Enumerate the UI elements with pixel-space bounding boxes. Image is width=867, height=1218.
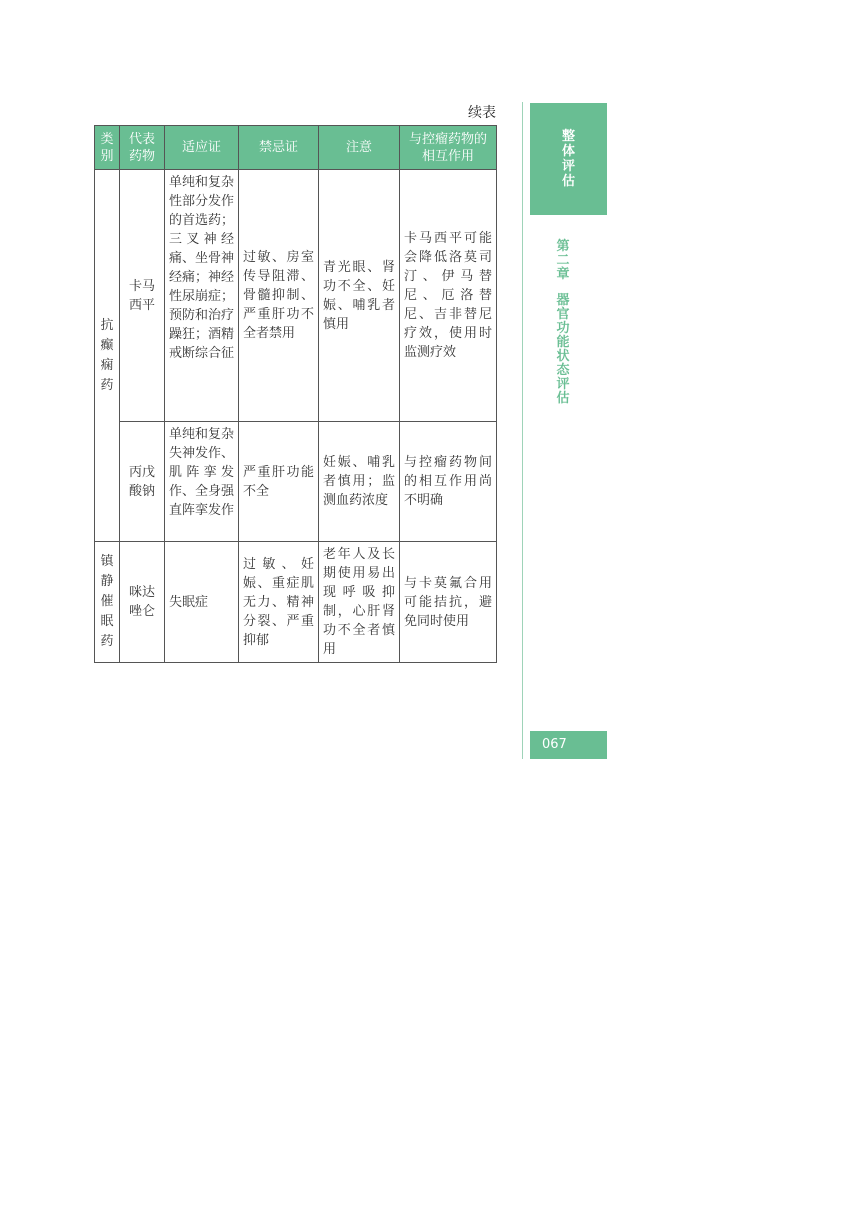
drug-cell: 咪达唑仑 — [120, 542, 165, 663]
table-row — [95, 422, 497, 542]
header-drug: 代表药物 — [120, 126, 165, 170]
caution-cell: 妊娠、哺乳者慎用；监测血药浓度 — [319, 422, 400, 542]
header-caution: 注意 — [319, 126, 400, 170]
section-tab-label: 整体评估 — [561, 129, 575, 189]
drug-cell: 丙戊酸钠 — [120, 422, 165, 542]
indication-cell: 单纯和复杂性部分发作的首选药；三叉神经痛、坐骨神经痛；神经性尿崩症；预防和治疗躁狂；酒精戒断综合征 — [165, 170, 239, 422]
header-contraindication: 禁忌证 — [239, 126, 319, 170]
table-header-row — [95, 126, 497, 170]
drug-table — [94, 125, 497, 663]
header-category: 类别 — [95, 126, 120, 170]
sidebar-divider — [522, 102, 523, 759]
interaction-cell: 与控瘤药物间的相互作用尚不明确 — [400, 422, 497, 542]
header-indication: 适应证 — [165, 126, 239, 170]
chapter-heading — [555, 240, 571, 406]
indication-cell: 单纯和复杂失神发作、肌阵挛发作、全身强直阵挛发作 — [165, 422, 239, 542]
interaction-cell: 与卡莫氟合用可能拮抗，避免同时使用 — [400, 542, 497, 663]
chapter-label: 第二章 — [556, 239, 570, 282]
contraindication-cell: 过敏、妊娠、重症肌无力、精神分裂、严重抑郁 — [239, 542, 319, 663]
header-interaction: 与控瘤药物的相互作用 — [400, 126, 497, 170]
caution-cell: 老年人及长期使用易出现呼吸抑制，心肝肾功不全者慎用 — [319, 542, 400, 663]
contraindication-cell: 严重肝功能不全 — [239, 422, 319, 542]
category-cell: 镇静催眠药 — [95, 542, 120, 663]
table-continued-label: 续表 — [468, 105, 496, 121]
chapter-title: 器官功能状态评估 — [556, 293, 570, 406]
drug-cell: 卡马西平 — [120, 170, 165, 422]
section-tab — [530, 103, 607, 215]
interaction-cell: 卡马西平可能会降低洛莫司汀、伊马替尼、厄洛替尼、吉非替尼疗效，使用时监测疗效 — [400, 170, 497, 422]
caution-cell: 青光眼、肾功不全、妊娠、哺乳者慎用 — [319, 170, 400, 422]
table-row — [95, 170, 497, 422]
page-number: 067 — [530, 731, 607, 759]
table-row — [95, 542, 497, 663]
category-cell: 抗癫痫药 — [95, 170, 120, 542]
contraindication-cell: 过敏、房室传导阻滞、骨髓抑制、严重肝功不全者禁用 — [239, 170, 319, 422]
indication-cell: 失眠症 — [165, 542, 239, 663]
